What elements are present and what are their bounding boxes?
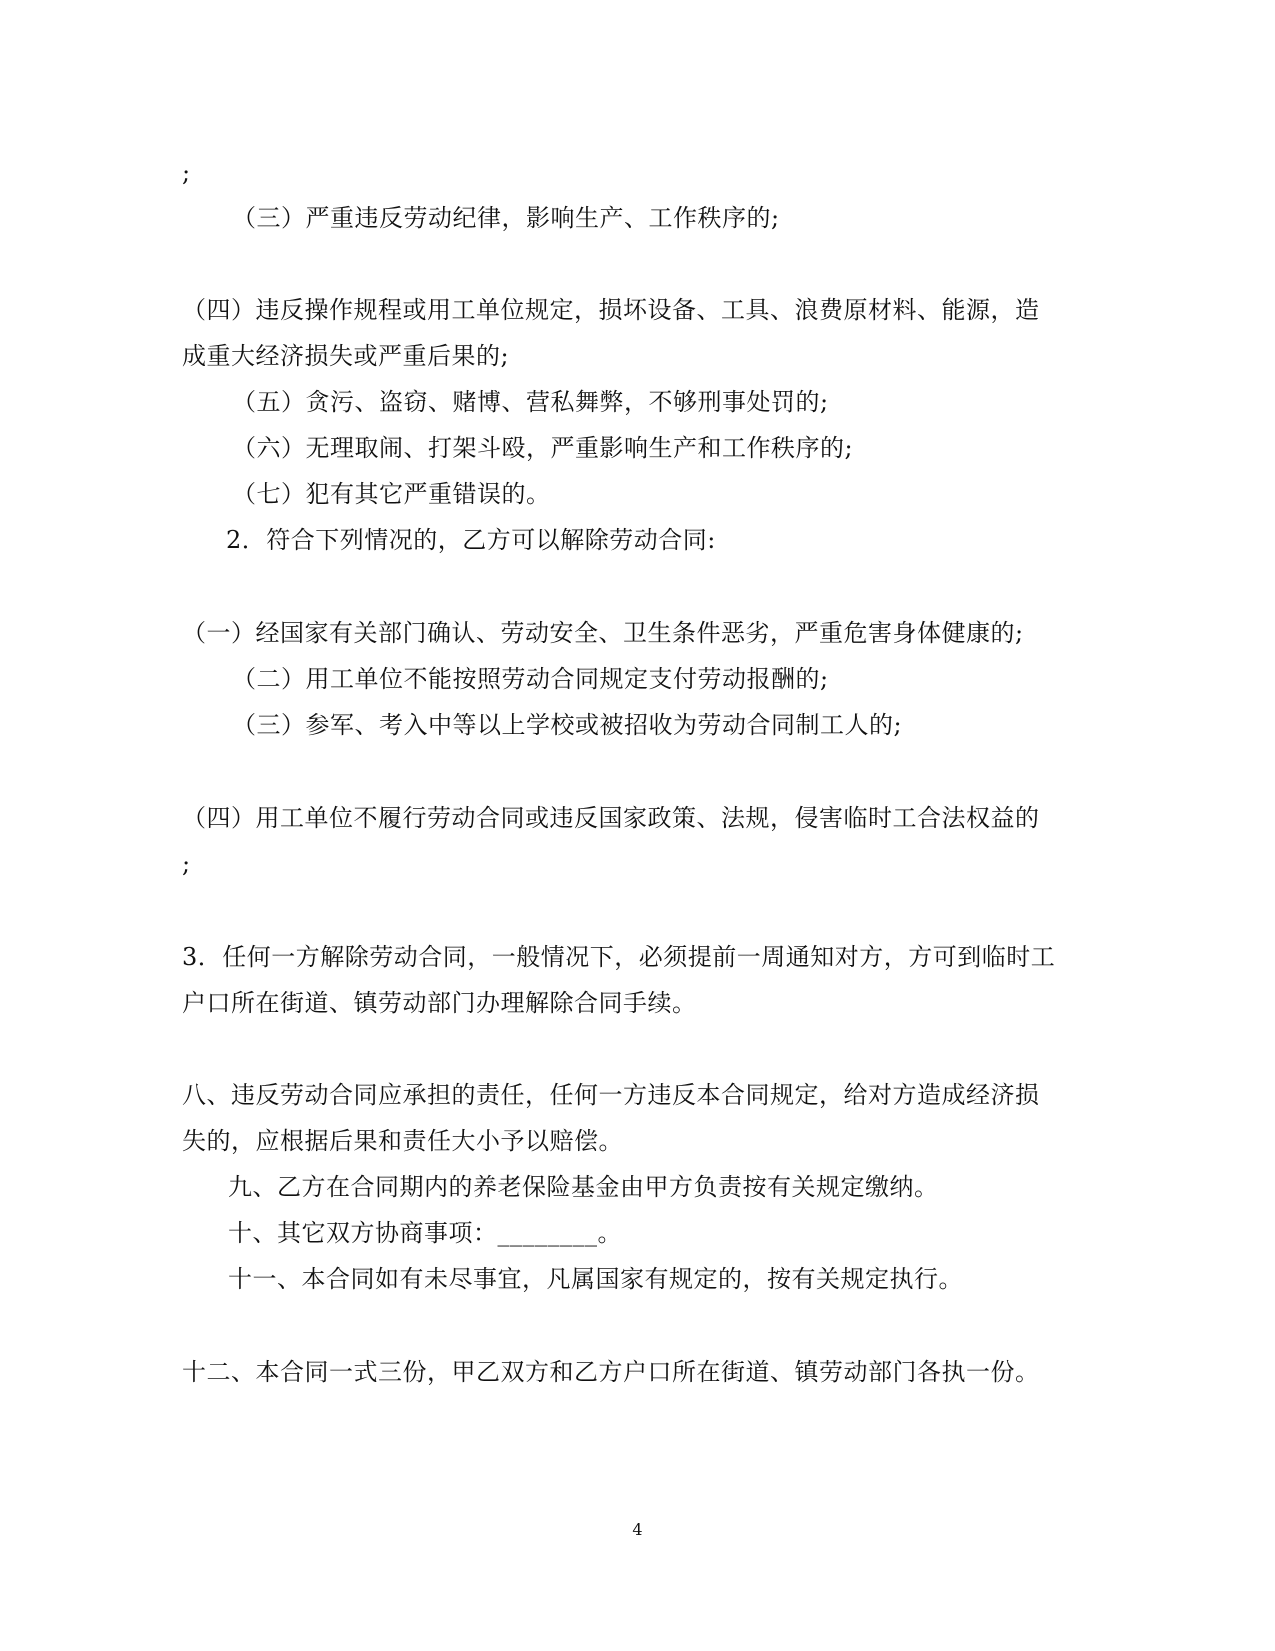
text-line-item-2: 2．符合下列情况的，乙方可以解除劳动合同: <box>226 526 716 554</box>
text-line-clause-4-cont: 成重大经济损失或严重后果的; <box>182 342 510 370</box>
text-line-clause-3b: （三）参军、考入中等以上学校或被招收为劳动合同制工人的; <box>232 711 903 739</box>
text-line-item-3: 3．任何一方解除劳动合同，一般情况下，必须提前一周通知对方，方可到临时工 <box>182 943 1056 971</box>
text-line-clause-6: （六）无理取闹、打架斗殴，严重影响生产和工作秩序的; <box>232 434 854 462</box>
text-line-article-8-cont: 失的，应根据后果和责任大小予以赔偿。 <box>182 1127 623 1155</box>
text-line-clause-4b: （四）用工单位不履行劳动合同或违反国家政策、法规，侵害临时工合法权益的 <box>182 804 1040 832</box>
text-line-clause-7: （七）犯有其它严重错误的。 <box>232 480 551 508</box>
text-line-article-8: 八、违反劳动合同应承担的责任，任何一方违反本合同规定，给对方造成经济损 <box>182 1081 1040 1109</box>
page-number: 4 <box>632 1520 643 1539</box>
text-line-clause-3: （三）严重违反劳动纪律，影响生产、工作秩序的; <box>232 204 780 232</box>
text-line-semicolon: ; <box>182 159 191 187</box>
text-line-clause-2b: （二）用工单位不能按照劳动合同规定支付劳动报酬的; <box>232 665 829 693</box>
text-line-article-10: 十、其它双方协商事项：________。 <box>228 1219 622 1247</box>
text-line-article-12: 十二、本合同一式三份，甲乙双方和乙方户口所在街道、镇劳动部门各执一份。 <box>182 1358 1040 1386</box>
text-line-semicolon-2: ; <box>182 850 191 878</box>
text-line-clause-4: （四）违反操作规程或用工单位规定，损坏设备、工具、浪费原材料、能源，造 <box>182 296 1040 324</box>
text-line-article-9: 九、乙方在合同期内的养老保险基金由甲方负责按有关规定缴纳。 <box>228 1173 939 1201</box>
text-line-clause-1b: （一）经国家有关部门确认、劳动安全、卫生条件恶劣，严重危害身体健康的; <box>182 619 1024 647</box>
text-line-item-3-cont: 户口所在街道、镇劳动部门办理解除合同手续。 <box>182 989 697 1017</box>
text-line-clause-5: （五）贪污、盗窃、赌博、营私舞弊，不够刑事处罚的; <box>232 388 829 416</box>
text-line-article-11: 十一、本合同如有未尽事宜，凡属国家有规定的，按有关规定执行。 <box>228 1265 963 1293</box>
